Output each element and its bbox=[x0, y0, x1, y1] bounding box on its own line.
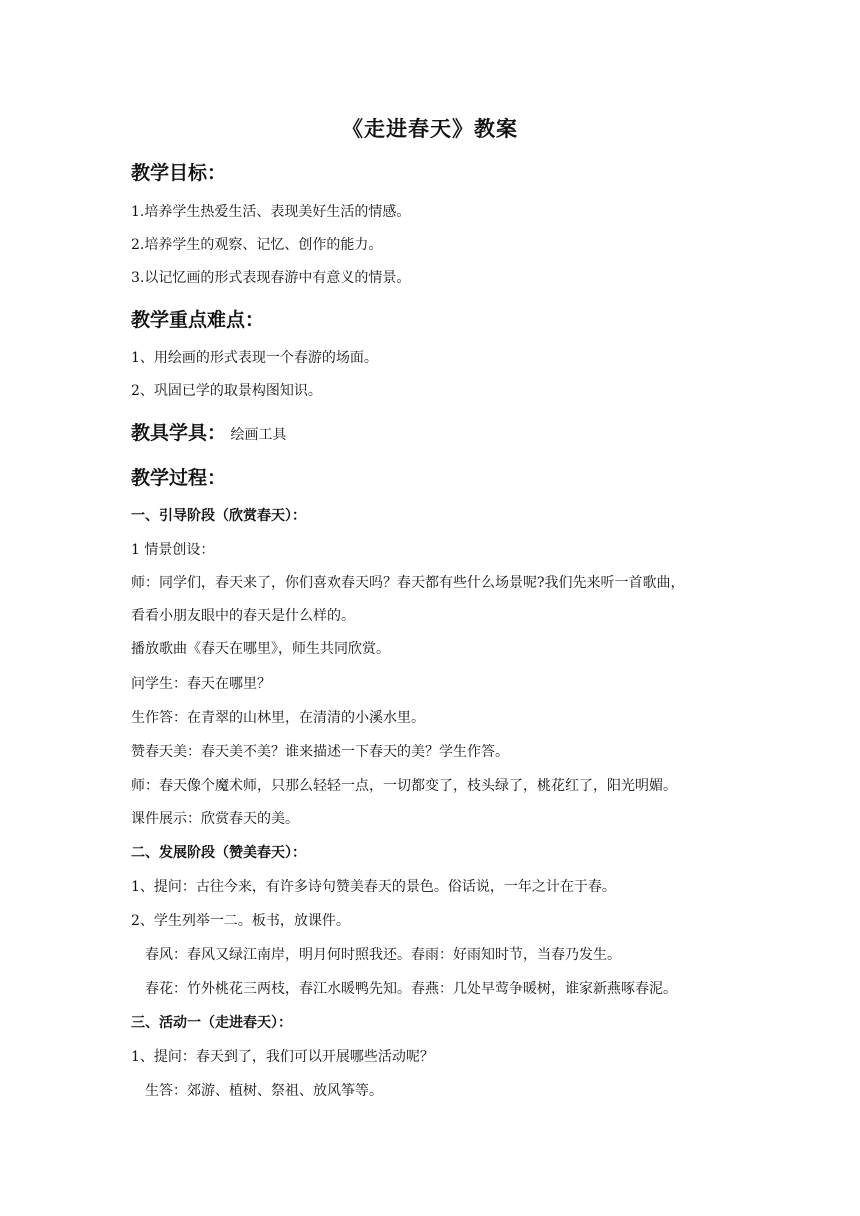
stage1-line: 播放歌曲《春天在哪里》，师生共同欣赏。 bbox=[131, 641, 390, 657]
stage3-heading: 三、活动一（走进春天）： bbox=[131, 1015, 292, 1031]
objective-item: 2.培养学生的观察、记忆、创作的能力。 bbox=[131, 237, 383, 253]
stage3-line: 1、提问：春天到了，我们可以开展哪些活动呢？ bbox=[131, 1049, 434, 1065]
tools-line bbox=[131, 420, 286, 446]
stage1-line: 赞春天美：春天美不美？谁来描述一下春天的美？学生作答。 bbox=[131, 744, 509, 760]
stage1-heading: 一、引导阶段（欣赏春天）： bbox=[131, 508, 306, 524]
key-point-item: 1、用绘画的形式表现一个春游的场面。 bbox=[131, 350, 378, 366]
stage1-line: 1 情景创设： bbox=[131, 542, 215, 558]
key-points-heading: 教学重点难点： bbox=[131, 309, 265, 331]
stage2-line: 2、学生列举一二。板书，放课件。 bbox=[131, 913, 350, 929]
stage1-line: 生作答：在青翠的山林里，在清清的小溪水里。 bbox=[131, 710, 425, 726]
objective-item: 3.以记忆画的形式表现春游中有意义的情景。 bbox=[131, 270, 411, 286]
stage1-line: 问学生：春天在哪里？ bbox=[131, 676, 271, 692]
stage1-line: 看看小朋友眼中的春天是什么样的。 bbox=[131, 608, 355, 624]
key-point-item: 2、巩固已学的取景构图知识。 bbox=[131, 383, 322, 399]
process-heading: 教学过程： bbox=[131, 467, 227, 489]
tools-value: 绘画工具 bbox=[230, 427, 287, 443]
objectives-heading: 教学目标： bbox=[131, 162, 227, 184]
tools-heading: 教具学具： bbox=[131, 422, 227, 444]
objective-item: 1.培养学生热爱生活、表现美好生活的情感。 bbox=[131, 204, 411, 220]
stage2-heading: 二、发展阶段（赞美春天）： bbox=[131, 845, 306, 861]
stage2-line: 1、提问：古往今来，有许多诗句赞美春天的景色。俗话说，一年之计在于春。 bbox=[131, 879, 616, 895]
stage3-line: 生答：郊游、植树、祭祖、放风筝等。 bbox=[145, 1083, 383, 1099]
document-title: 《走进春天》教案 bbox=[342, 116, 518, 141]
stage1-line: 课件展示：欣赏春天的美。 bbox=[131, 811, 299, 827]
stage1-line: 师：春天像个魔术师，只那么轻轻一点，一切都变了，枝头绿了，桃花红了，阳光明媚。 bbox=[131, 778, 677, 794]
stage2-poem-line: 春风：春风又绿江南岸，明月何时照我还。春雨：好雨知时节，当春乃发生。 bbox=[145, 947, 621, 963]
stage1-line: 师：同学们，春天来了，你们喜欢春天吗？春天都有些什么场景呢?我们先来听一首歌曲， bbox=[131, 575, 685, 591]
stage2-poem-line: 春花：竹外桃花三两枝，春江水暖鸭先知。春燕：几处早莺争暖树，谁家新燕啄春泥。 bbox=[145, 981, 677, 997]
